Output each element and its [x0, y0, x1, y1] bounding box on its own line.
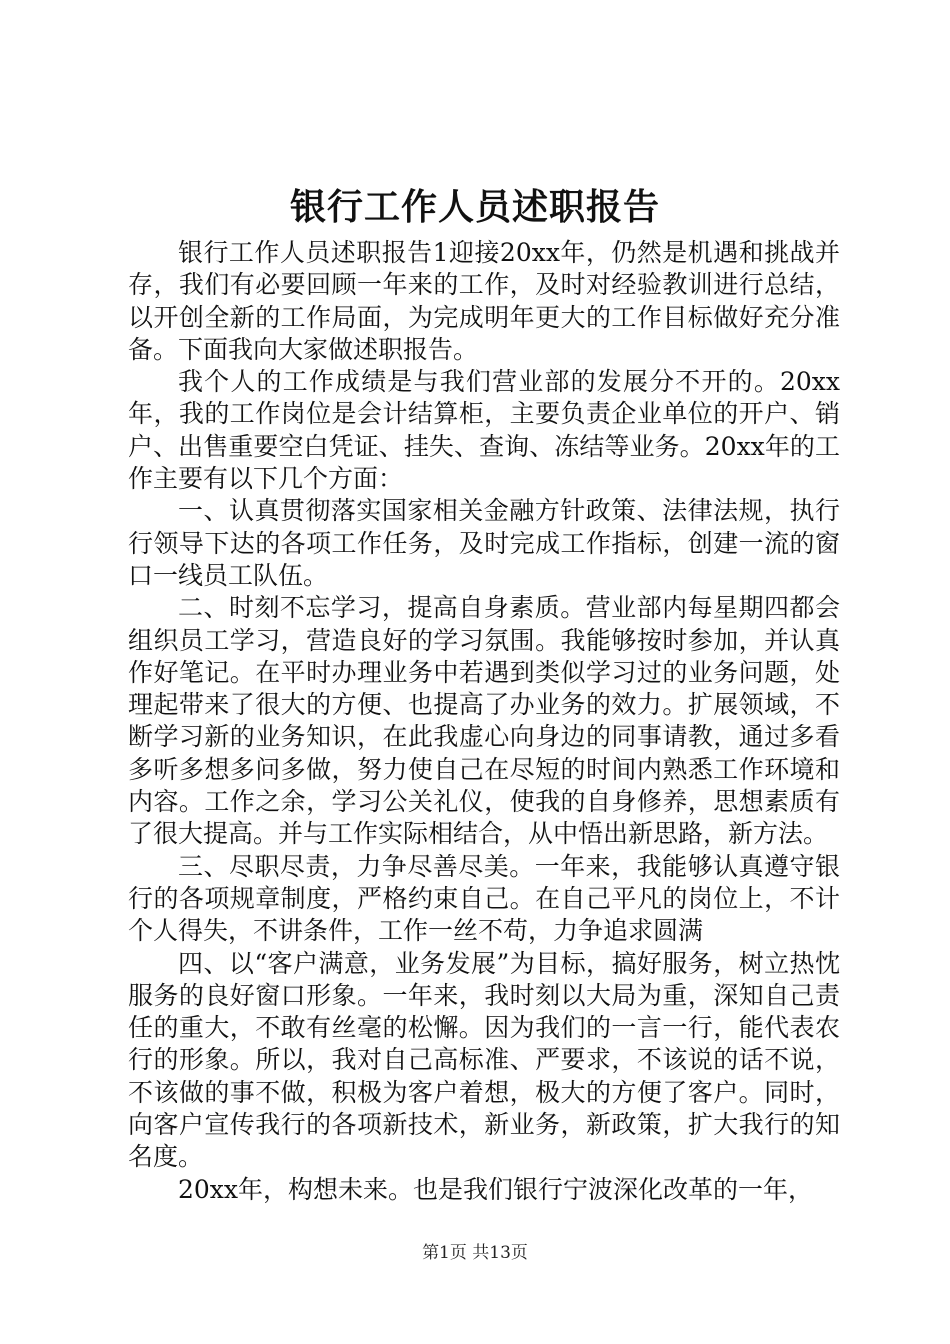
paragraph-7: 20xx年，构想未来。也是我们银行宁波深化改革的一年，: [178, 1174, 814, 1204]
document-title: 银行工作人员述职报告: [289, 186, 660, 228]
page-number-footer: 第1页 共13页: [422, 1243, 528, 1263]
paragraph-6: 四、以“客户满意，业务发展”为目标，搞好服务，树立热忱服务的良好窗口形象。一年来，我时刻以大局为重，深知自己责任的重大，不敢有丝毫的松懈。因为我们的一言一行，能代表农行的形象。所以，我对自己高标准、严要求，不该说的话不说，不该做的事不做，积极为客户着想，极大的方便了客户。同时，向客户宣传我行的各项新技术，新业务，新政策，扩大我行的知名度。: [128, 948, 840, 1172]
paragraph-3: 一、认真贯彻落实国家相关金融方针政策、法律法规，执行行领导下达的各项工作任务，及时完成工作指标，创建一流的窗口一线员工队伍。: [128, 496, 840, 590]
paragraph-5: 三、尽职尽责，力争尽善尽美。一年来，我能够认真遵守银行的各项规章制度，严格约束自己。在自己平凡的岗位上，不计个人得失，不讲条件，工作一丝不苟，力争追求圆满: [128, 851, 840, 946]
paragraph-4: 二、时刻不忘学习，提高自身素质。营业部内每星期四都会组织员工学习，营造良好的学习氛围。我能够按时参加，并认真作好笔记。在平时办理业务中若遇到类似学习过的业务问题，处理起带来了很大的方便、也提高了办业务的效力。扩展领域，不断学习新的业务知识，在此我虚心向身边的同事请教，通过多看多听多想多问多做，努力使自己在尽短的时间内熟悉工作环境和内容。工作之余，学习公关礼仪，使我的自身修养，思想素质有了很大提高。并与工作实际相结合，从中悟出新思路，新方法。: [128, 593, 840, 849]
document-body: [128, 237, 840, 1206]
paragraph-2: 我个人的工作成绩是与我们营业部的发展分不开的。20xx年，我的工作岗位是会计结算柜，主要负责企业单位的开户、销户、出售重要空白凭证、挂失、查询、冻结等业务。20xx年的工作主要有以下几个方面：: [128, 367, 840, 494]
paragraph-1: 银行工作人员述职报告1迎接20xx年，仍然是机遇和挑战并存，我们有必要回顾一年来的工作，及时对经验教训进行总结，以开创全新的工作局面，为完成明年更大的工作目标做好充分准备。下面我向大家做述职报告。: [128, 238, 840, 364]
